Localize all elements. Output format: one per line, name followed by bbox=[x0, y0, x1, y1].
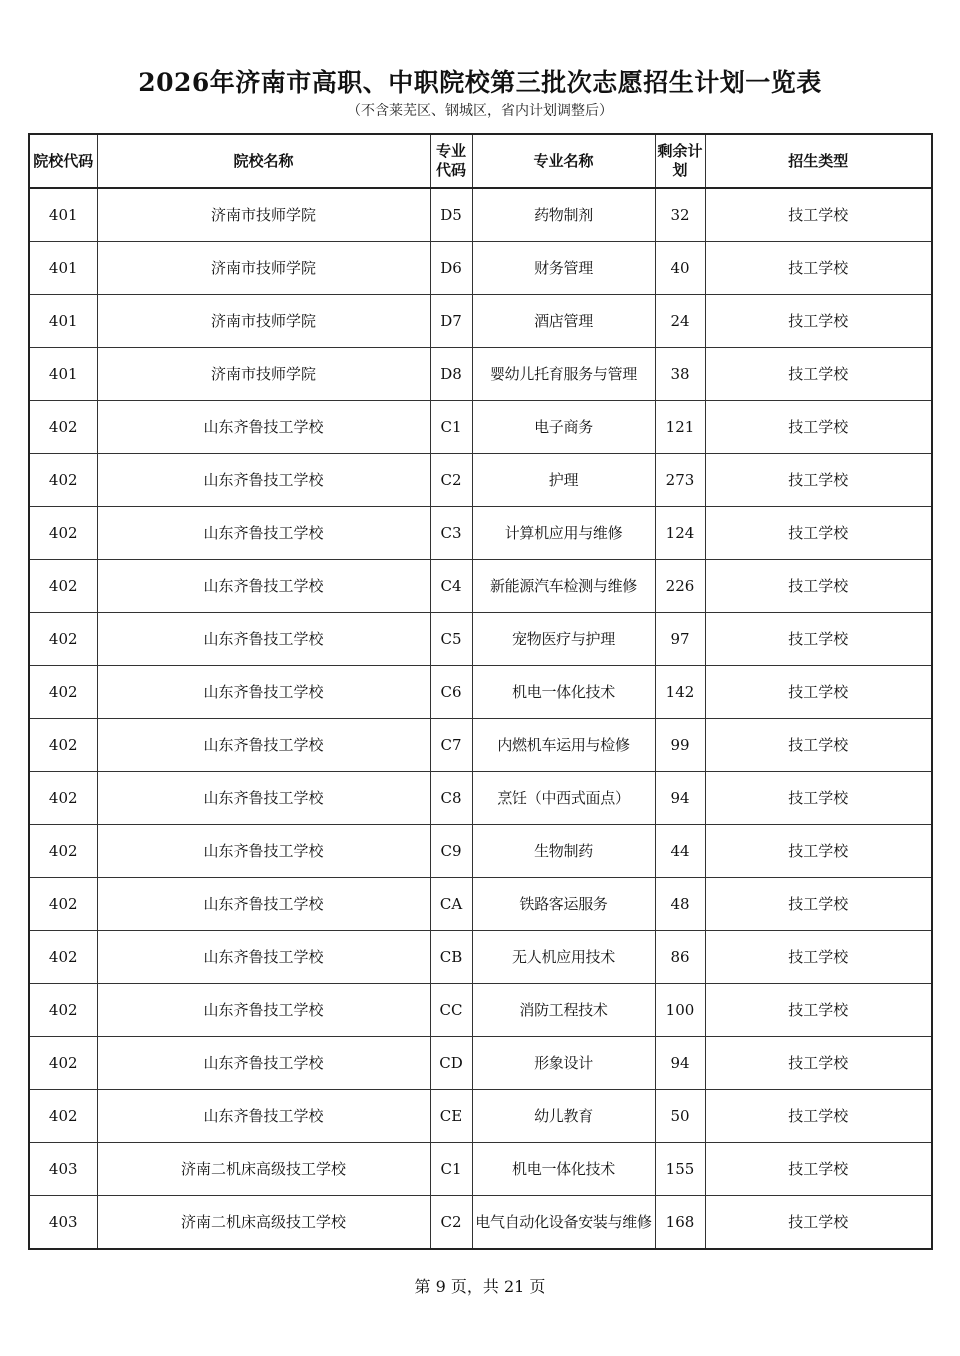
cell-school-code: 402 bbox=[29, 401, 97, 454]
cell-major-name: 铁路客运服务 bbox=[472, 878, 655, 931]
table-row bbox=[29, 295, 932, 348]
cell-enrollment-type: 技工学校 bbox=[705, 560, 932, 613]
cell-school-code: 402 bbox=[29, 931, 97, 984]
cell-school-code: 402 bbox=[29, 772, 97, 825]
cell-school-code: 402 bbox=[29, 719, 97, 772]
cell-major-code: C8 bbox=[430, 772, 472, 825]
cell-major-code: C6 bbox=[430, 666, 472, 719]
cell-school-name: 山东齐鲁技工学校 bbox=[97, 931, 430, 984]
cell-school-name: 山东齐鲁技工学校 bbox=[97, 772, 430, 825]
cell-major-name: 新能源汽车检测与维修 bbox=[472, 560, 655, 613]
cell-major-code: C2 bbox=[430, 454, 472, 507]
cell-remaining-plan: 50 bbox=[655, 1090, 705, 1143]
cell-major-code: D5 bbox=[430, 188, 472, 242]
cell-major-name: 机电一体化技术 bbox=[472, 1143, 655, 1196]
cell-enrollment-type: 技工学校 bbox=[705, 825, 932, 878]
cell-major-name: 财务管理 bbox=[472, 242, 655, 295]
cell-major-name: 内燃机车运用与检修 bbox=[472, 719, 655, 772]
table-row bbox=[29, 1090, 932, 1143]
cell-school-code: 401 bbox=[29, 242, 97, 295]
cell-remaining-plan: 24 bbox=[655, 295, 705, 348]
cell-school-code: 402 bbox=[29, 1090, 97, 1143]
cell-school-code: 402 bbox=[29, 825, 97, 878]
cell-school-name: 济南市技师学院 bbox=[97, 348, 430, 401]
table-row bbox=[29, 1143, 932, 1196]
header-major-name: 专业名称 bbox=[472, 134, 655, 188]
table-header-row bbox=[29, 134, 932, 188]
table-row bbox=[29, 188, 932, 242]
cell-remaining-plan: 99 bbox=[655, 719, 705, 772]
cell-school-code: 402 bbox=[29, 878, 97, 931]
cell-remaining-plan: 273 bbox=[655, 454, 705, 507]
page-subtitle: （不含莱芜区、钢城区，省内计划调整后） bbox=[347, 103, 613, 119]
cell-remaining-plan: 86 bbox=[655, 931, 705, 984]
cell-major-name: 烹饪（中西式面点） bbox=[472, 772, 655, 825]
table-row bbox=[29, 454, 932, 507]
cell-major-code: C2 bbox=[430, 1196, 472, 1250]
cell-enrollment-type: 技工学校 bbox=[705, 1143, 932, 1196]
cell-school-name: 山东齐鲁技工学校 bbox=[97, 454, 430, 507]
table-row bbox=[29, 1196, 932, 1250]
cell-school-code: 403 bbox=[29, 1196, 97, 1250]
cell-remaining-plan: 44 bbox=[655, 825, 705, 878]
cell-school-name: 山东齐鲁技工学校 bbox=[97, 507, 430, 560]
table-row bbox=[29, 560, 932, 613]
cell-school-code: 402 bbox=[29, 560, 97, 613]
cell-major-name: 幼儿教育 bbox=[472, 1090, 655, 1143]
cell-school-name: 山东齐鲁技工学校 bbox=[97, 1037, 430, 1090]
cell-major-name: 护理 bbox=[472, 454, 655, 507]
table-row bbox=[29, 1037, 932, 1090]
page-title: 2026年济南市高职、中职院校第三批次志愿招生计划一览表 bbox=[138, 68, 822, 97]
cell-major-name: 无人机应用技术 bbox=[472, 931, 655, 984]
cell-major-name: 生物制药 bbox=[472, 825, 655, 878]
cell-major-code: CB bbox=[430, 931, 472, 984]
cell-school-name: 山东齐鲁技工学校 bbox=[97, 666, 430, 719]
cell-school-name: 山东齐鲁技工学校 bbox=[97, 825, 430, 878]
cell-remaining-plan: 142 bbox=[655, 666, 705, 719]
cell-remaining-plan: 48 bbox=[655, 878, 705, 931]
cell-major-name: 电子商务 bbox=[472, 401, 655, 454]
cell-school-name: 山东齐鲁技工学校 bbox=[97, 613, 430, 666]
cell-school-code: 402 bbox=[29, 1037, 97, 1090]
cell-school-name: 山东齐鲁技工学校 bbox=[97, 1090, 430, 1143]
cell-enrollment-type: 技工学校 bbox=[705, 188, 932, 242]
cell-enrollment-type: 技工学校 bbox=[705, 772, 932, 825]
cell-major-name: 婴幼儿托育服务与管理 bbox=[472, 348, 655, 401]
cell-school-name: 济南二机床高级技工学校 bbox=[97, 1196, 430, 1250]
cell-major-name: 消防工程技术 bbox=[472, 984, 655, 1037]
cell-enrollment-type: 技工学校 bbox=[705, 401, 932, 454]
cell-school-name: 山东齐鲁技工学校 bbox=[97, 878, 430, 931]
cell-school-code: 403 bbox=[29, 1143, 97, 1196]
cell-enrollment-type: 技工学校 bbox=[705, 507, 932, 560]
cell-major-name: 机电一体化技术 bbox=[472, 666, 655, 719]
cell-school-name: 济南市技师学院 bbox=[97, 188, 430, 242]
table-row bbox=[29, 719, 932, 772]
cell-school-name: 济南二机床高级技工学校 bbox=[97, 1143, 430, 1196]
cell-school-code: 401 bbox=[29, 295, 97, 348]
table-row bbox=[29, 878, 932, 931]
header-major-code: 专业代码 bbox=[430, 134, 472, 188]
cell-major-name: 宠物医疗与护理 bbox=[472, 613, 655, 666]
cell-school-name: 山东齐鲁技工学校 bbox=[97, 719, 430, 772]
cell-remaining-plan: 226 bbox=[655, 560, 705, 613]
cell-remaining-plan: 40 bbox=[655, 242, 705, 295]
cell-major-code: C5 bbox=[430, 613, 472, 666]
enrollment-plan-table bbox=[28, 133, 933, 1250]
cell-school-name: 山东齐鲁技工学校 bbox=[97, 560, 430, 613]
cell-major-name: 计算机应用与维修 bbox=[472, 507, 655, 560]
cell-major-name: 电气自动化设备安装与维修 bbox=[472, 1196, 655, 1250]
table-row bbox=[29, 401, 932, 454]
table-row bbox=[29, 242, 932, 295]
cell-enrollment-type: 技工学校 bbox=[705, 295, 932, 348]
cell-school-code: 401 bbox=[29, 188, 97, 242]
cell-enrollment-type: 技工学校 bbox=[705, 242, 932, 295]
cell-school-name: 济南市技师学院 bbox=[97, 242, 430, 295]
cell-major-code: CA bbox=[430, 878, 472, 931]
cell-remaining-plan: 94 bbox=[655, 1037, 705, 1090]
cell-enrollment-type: 技工学校 bbox=[705, 1090, 932, 1143]
cell-enrollment-type: 技工学校 bbox=[705, 666, 932, 719]
table-row bbox=[29, 507, 932, 560]
header-school-name: 院校名称 bbox=[97, 134, 430, 188]
cell-major-code: C9 bbox=[430, 825, 472, 878]
header-school-code: 院校代码 bbox=[29, 134, 97, 188]
cell-enrollment-type: 技工学校 bbox=[705, 454, 932, 507]
cell-enrollment-type: 技工学校 bbox=[705, 348, 932, 401]
table-row bbox=[29, 825, 932, 878]
cell-school-code: 402 bbox=[29, 507, 97, 560]
cell-major-code: CC bbox=[430, 984, 472, 1037]
cell-major-code: C7 bbox=[430, 719, 472, 772]
cell-remaining-plan: 38 bbox=[655, 348, 705, 401]
cell-school-code: 402 bbox=[29, 454, 97, 507]
cell-major-code: C1 bbox=[430, 401, 472, 454]
cell-remaining-plan: 97 bbox=[655, 613, 705, 666]
cell-remaining-plan: 124 bbox=[655, 507, 705, 560]
cell-enrollment-type: 技工学校 bbox=[705, 1037, 932, 1090]
cell-enrollment-type: 技工学校 bbox=[705, 878, 932, 931]
page-footer: 第 9 页，共 21 页 bbox=[414, 1277, 546, 1296]
cell-major-code: D7 bbox=[430, 295, 472, 348]
cell-major-code: CD bbox=[430, 1037, 472, 1090]
cell-major-name: 酒店管理 bbox=[472, 295, 655, 348]
cell-remaining-plan: 155 bbox=[655, 1143, 705, 1196]
table-row bbox=[29, 772, 932, 825]
cell-remaining-plan: 121 bbox=[655, 401, 705, 454]
cell-major-code: D8 bbox=[430, 348, 472, 401]
cell-enrollment-type: 技工学校 bbox=[705, 613, 932, 666]
table-row bbox=[29, 931, 932, 984]
cell-school-name: 济南市技师学院 bbox=[97, 295, 430, 348]
cell-major-code: D6 bbox=[430, 242, 472, 295]
cell-remaining-plan: 32 bbox=[655, 188, 705, 242]
cell-remaining-plan: 94 bbox=[655, 772, 705, 825]
cell-major-code: C3 bbox=[430, 507, 472, 560]
cell-school-name: 山东齐鲁技工学校 bbox=[97, 401, 430, 454]
cell-major-name: 药物制剂 bbox=[472, 188, 655, 242]
cell-school-code: 402 bbox=[29, 613, 97, 666]
cell-school-name: 山东齐鲁技工学校 bbox=[97, 984, 430, 1037]
header-remaining-plan: 剩余计划 bbox=[655, 134, 705, 188]
cell-school-code: 402 bbox=[29, 666, 97, 719]
cell-major-code: C4 bbox=[430, 560, 472, 613]
cell-major-code: CE bbox=[430, 1090, 472, 1143]
cell-enrollment-type: 技工学校 bbox=[705, 719, 932, 772]
cell-major-name: 形象设计 bbox=[472, 1037, 655, 1090]
cell-enrollment-type: 技工学校 bbox=[705, 931, 932, 984]
cell-school-code: 402 bbox=[29, 984, 97, 1037]
cell-school-code: 401 bbox=[29, 348, 97, 401]
cell-major-code: C1 bbox=[430, 1143, 472, 1196]
table-row bbox=[29, 666, 932, 719]
table-row bbox=[29, 613, 932, 666]
table-row bbox=[29, 984, 932, 1037]
header-enrollment-type: 招生类型 bbox=[705, 134, 932, 188]
table-body bbox=[29, 188, 932, 1249]
cell-enrollment-type: 技工学校 bbox=[705, 1196, 932, 1250]
cell-remaining-plan: 168 bbox=[655, 1196, 705, 1250]
cell-enrollment-type: 技工学校 bbox=[705, 984, 932, 1037]
table-row bbox=[29, 348, 932, 401]
cell-remaining-plan: 100 bbox=[655, 984, 705, 1037]
